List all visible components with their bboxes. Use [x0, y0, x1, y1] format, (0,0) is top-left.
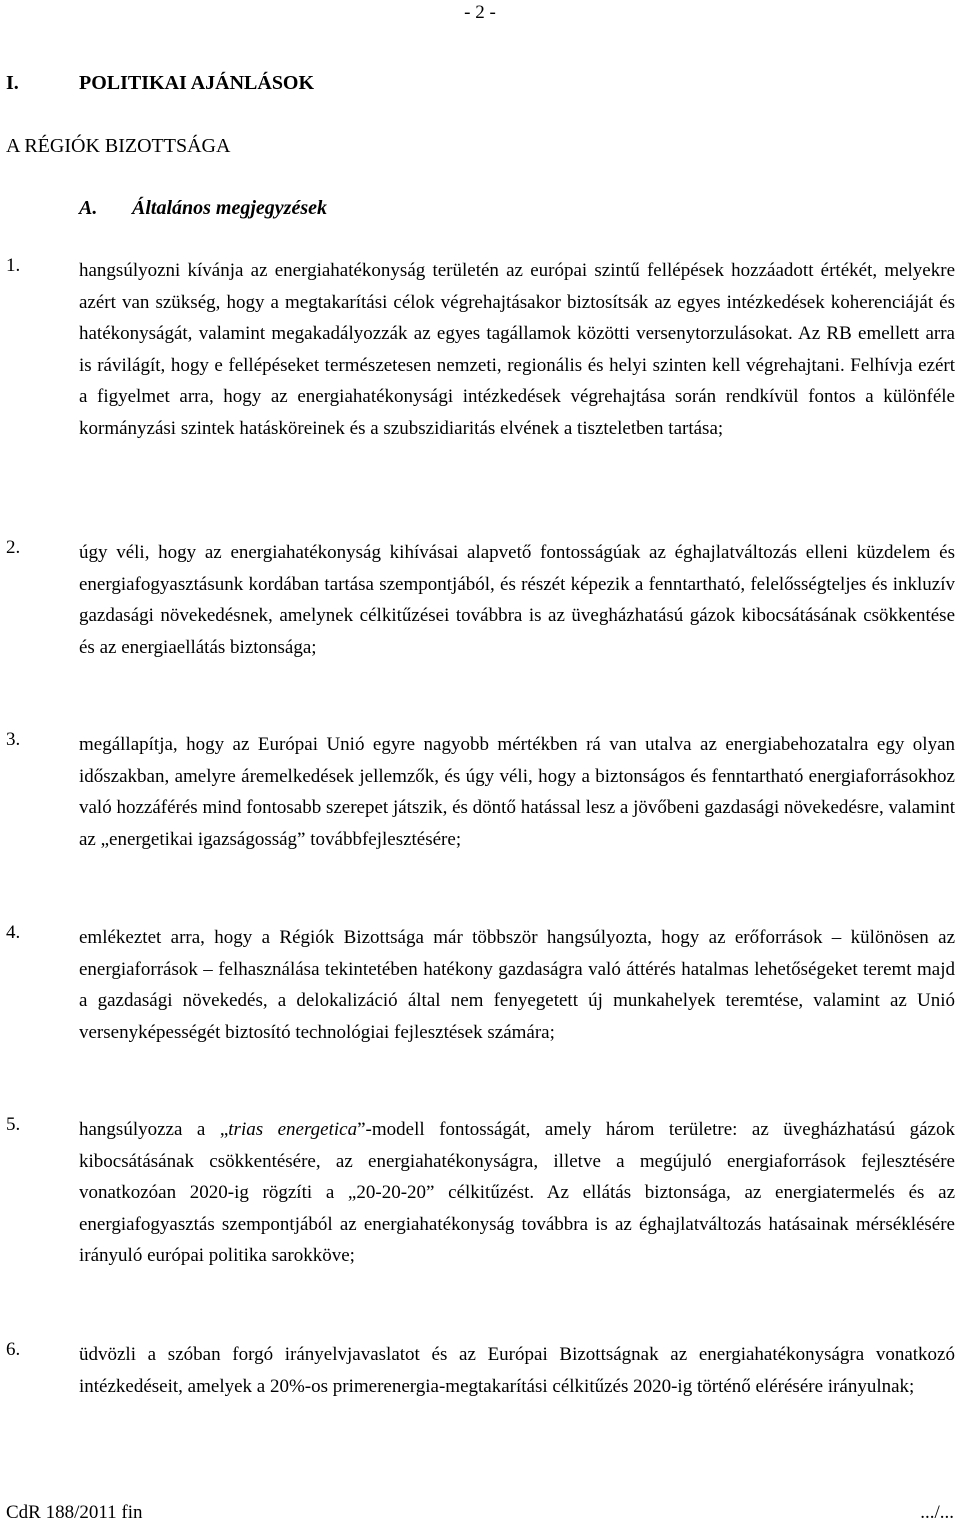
document-subtitle: A RÉGIÓK BIZOTTSÁGA	[6, 135, 231, 157]
item-text: úgy véli, hogy az energiahatékonyság kihívásai alapvető fontosságúak az éghajlatváltozás elleni küzdelem és energiafogyasztásunk kordában tartása szempontjából, és részét képezik a fenntartható, felelősségteljes és inkluzív gazdasági növekedésnek, amelynek célkitűzései továbbra is az üvegházhatású gázok kibocsátásának csökkentése és az energiaellátás biztonsága;	[79, 542, 955, 658]
subsection-letter: A.	[79, 197, 98, 219]
list-item	[6, 255, 955, 445]
section-number: I.	[6, 72, 19, 94]
item-text: emlékeztet arra, hogy a Régiók Bizottsága már többször hangsúlyozta, hogy az erőforrások – különösen az energiaforrások – felhasználása tekintetében hatékony gazdaságra való áttérés hatalmas lehetőségeket teremt majd a gazdasági növekedés, a delokalizáció által nem fenyegetett új munkahelyek teremtése, valamint az Unió versenyképességét biztosító technológiai fejlesztések számára;	[79, 927, 955, 1043]
list-item	[6, 1339, 955, 1402]
list-item	[6, 537, 955, 663]
item-number: 4.	[6, 922, 21, 943]
list-item	[6, 729, 955, 855]
continuation-mark: .../...	[920, 1502, 954, 1523]
section-title: POLITIKAI AJÁNLÁSOK	[79, 72, 315, 94]
page-number: - 2 -	[464, 2, 496, 23]
item-text-before: hangsúlyozza a „	[79, 1119, 229, 1140]
item-text: hangsúlyozni kívánja az energiahatékonyság területén az európai szintű fellépések hozzáadott értékét, melyekre azért van szükség, hogy a megtakarítási célok végrehajtásakor biztosítsák az egyes intézkedések koherenciáját és hatékonyságát, valamint megakadályozzák az egyes tagállamok közötti versenytorzulásokat. Az RB emellett arra is rávilágít, hogy e fellépéseket természetesen nemzeti, regionális és helyi szinten kell végrehajtani. Felhívja ezért a figyelmet arra, hogy az energiahatékonysági intézkedések végrehajtása során rendkívül fontos a különféle kormányzási szintek hatásköreinek és a szubszidiaritás elvének a tiszteletben tartása;	[79, 260, 955, 439]
list-item	[6, 1114, 955, 1272]
list-item	[6, 922, 955, 1048]
section-heading	[6, 71, 314, 95]
subsection-title: Általános megjegyzések	[132, 197, 327, 219]
item-number: 5.	[6, 1114, 21, 1135]
item-text-italic: trias energetica	[228, 1119, 358, 1140]
item-text-after: ”-modell fontosságát, amely három területre: az üvegházhatású gázok kibocsátásának csökkentésére, az energiahatékonyságra, illetve a megújuló energiaforrások fejlesztésére vonatkozóan 2020-ig rögzíti a „20-20-20” célkitűzést. Az ellátás biztonsága, az energiatermelés és az energiafogyasztás szempontjából az energiahatékonyság továbbra is az éghajlatváltozás hatásainak mérséklésére irányuló európai politika sarokköve;	[79, 1119, 955, 1267]
item-number: 1.	[6, 255, 21, 276]
item-text: üdvözli a szóban forgó irányelvjavaslatot és az Európai Bizottságnak az energiahatékonyságra vonatkozó intézkedéseit, amelyek a 20%-os primerenergia-megtakarítási célkitűzés 2020-ig történő elérésére irányulnak;	[79, 1344, 955, 1397]
item-text	[79, 1114, 955, 1272]
document-reference: CdR 188/2011 fin	[6, 1502, 143, 1523]
item-text: megállapítja, hogy az Európai Unió egyre nagyobb mértékben rá van utalva az energiabehozatalra egy olyan időszakban, amelyre áremelkedések jellemzők, és úgy véli, hogy a biztonságos és fenntartható energiaforrásokhoz való hozzáférés mind fontosabb szerepet játszik, és döntő hatással lesz a jövőbeni gazdasági növekedésre, valamint az „energetikai igazságosság” továbbfejlesztésére;	[79, 734, 955, 850]
item-number: 6.	[6, 1339, 21, 1360]
item-number: 3.	[6, 729, 21, 750]
item-number: 2.	[6, 537, 21, 558]
subsection-heading	[79, 196, 327, 220]
